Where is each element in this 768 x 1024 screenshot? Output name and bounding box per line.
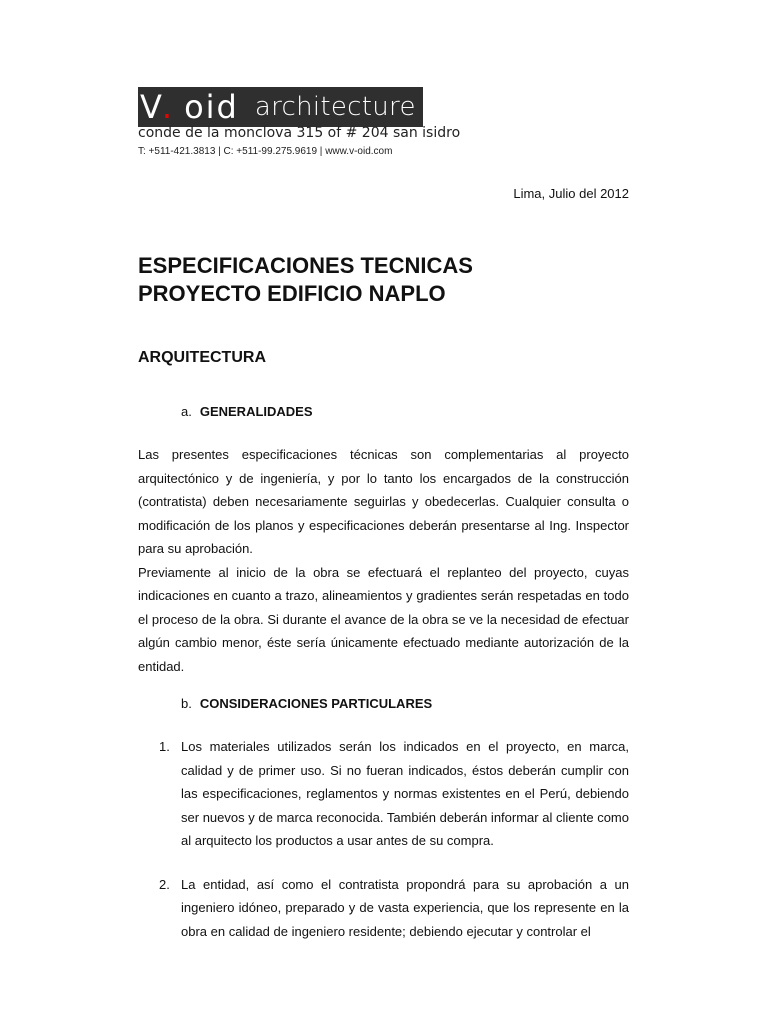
company-address: conde de la monclova 315 of # 204 san isidro xyxy=(138,125,461,141)
title-line-2: PROYECTO EDIFICIO NAPLO xyxy=(138,281,446,306)
list-item xyxy=(138,873,629,944)
list-item-text: La entidad, así como el contratista propondrá para su aprobación a un ingeniero idóneo, preparado y de vasta experiencia, que los represente en la obra en calidad de ingeniero residente; debiendo ejecutar y controlar el xyxy=(181,876,629,939)
considerations-list xyxy=(138,735,629,943)
title-line-1: ESPECIFICACIONES TECNICAS xyxy=(138,253,473,278)
paragraph-2: Previamente al inicio de la obra se efectuará el replanteo del proyecto, cuyas indicaciones en cuanto a trazo, alineamientos y gradientes serán respetadas en todo el proceso de la obra. Si durante el avance de la obra se ve la necesidad de efectuar algún cambio menor, éste sería únicamente efectuado mediante autorización de la entidad. xyxy=(138,564,629,674)
logo-v: V xyxy=(140,88,162,126)
document-title xyxy=(138,252,473,308)
generalidades-text xyxy=(138,443,629,678)
list-item-text: Los materiales utilizados serán los indicados en el proyecto, en marca, calidad y de primer uso. Si no fueran indicados, éstos deberán cumplir con las especificaciones, reglamentos y normas existentes en el Perú, debiendo ser nuevos y de marca reconocida. También deberán informar al cliente como al arquitecto los productos a usar antes de su compra. xyxy=(181,739,629,848)
section-heading: ARQUITECTURA xyxy=(138,349,266,366)
subheading-a-marker: a. xyxy=(181,404,192,419)
subheading-b-marker: b. xyxy=(181,696,192,711)
document-date: Lima, Julio del 2012 xyxy=(513,186,629,201)
subheading-a xyxy=(181,404,313,419)
logo-oid: oid xyxy=(184,88,239,126)
subheading-b-label: CONSIDERACIONES PARTICULARES xyxy=(199,696,433,711)
list-item-number: 1. xyxy=(159,739,170,754)
logo-red-dot: . xyxy=(161,88,173,126)
logo-architecture: architecture xyxy=(254,92,416,122)
list-item xyxy=(138,735,629,853)
paragraph-1: Las presentes especificaciones técnicas son complementarias al proyecto arquitectónico y de ingeniería, y por lo tanto los encargados de la construcción (contratista) deben necesariamente seguirlas y obedecerlas. Cualquier consulta o modificación de los planos y especificaciones deberán presentarse al Ing. Inspector para su aprobación. xyxy=(138,447,629,556)
subheading-a-label: GENERALIDADES xyxy=(199,404,313,419)
list-item-number: 2. xyxy=(159,876,170,892)
company-contact: T: +511-421.3813 | C: +511-99.275.9619 | www.v-oid.com xyxy=(138,146,393,157)
subheading-b xyxy=(181,696,432,711)
company-logo xyxy=(138,87,423,127)
